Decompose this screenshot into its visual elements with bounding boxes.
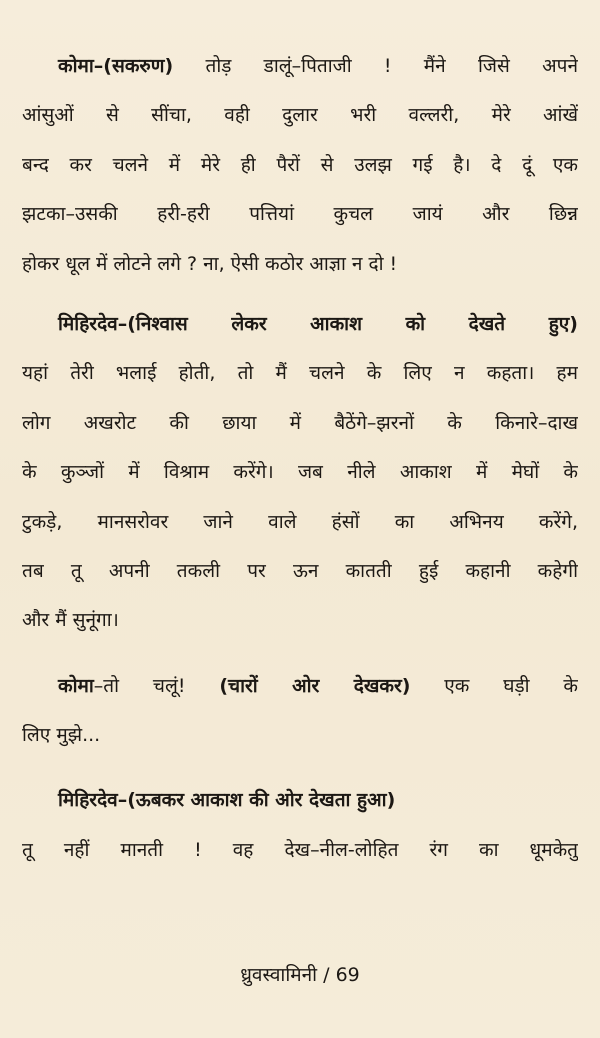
dialogue-line: तू नहीं मानती ! वह देख–नील-लोहित रंग का धूमकेतु: [22, 838, 578, 861]
dialogue-line: [22, 300, 578, 349]
dash: –: [117, 789, 128, 812]
speaker-name: मिहिरदेव: [58, 789, 118, 812]
stage-direction: (ऊबकर आकाश की ओर देखता हुआ): [127, 789, 396, 812]
dialogue-text: एक घड़ी के: [444, 674, 578, 697]
page-body: [22, 42, 578, 875]
dash: –: [117, 312, 128, 335]
dialogue-line: [22, 42, 578, 91]
dialogue-line: यहां तेरी भलाई होती, तो मैं चलने के लिए न कहता। हम: [22, 362, 578, 385]
dialogue-line: लिए मुझे...: [22, 724, 101, 747]
dialogue-text: तोड़ डालूं–पिताजी ! मैंने जिसे अपने: [205, 55, 578, 77]
dialogue-text: तो चलूं!: [103, 674, 186, 697]
dialogue-line: [22, 662, 578, 711]
dialogue-line: झटका–उसकी हरी-हरी पत्तियां कुचल जायं और छिन्न: [22, 203, 578, 226]
stage-direction: (सकरुण): [103, 55, 174, 77]
dialogue-line: तब तू अपनी तकली पर ऊन कातती हुई कहानी कहेगी: [22, 559, 578, 582]
stage-direction: (चारों ओर देखकर): [219, 674, 411, 697]
speaker-name: कोमा: [58, 674, 94, 697]
dash: –: [93, 674, 104, 697]
dialogue-line: बन्द कर चलने में मेरे ही पैरों से उलझ गई है। दे दूं एक: [22, 153, 578, 176]
dialogue-line: के कुञ्जों में विश्राम करेंगे। जब नीले आकाश में मेघों के: [22, 461, 578, 484]
dialogue-line: टुकड़े, मानसरोवर जाने वाले हंसों का अभिनय करेंगे,: [22, 510, 578, 533]
dash: –: [93, 55, 104, 77]
page-footer: ध्रुवस्वामिनी / 69: [240, 964, 360, 986]
dialogue-line: होकर धूल में लोटने लगे ? ना, ऐसी कठोर आज्ञा न दो !: [22, 252, 398, 275]
dialogue-line: और मैं सुनूंगा।: [22, 609, 119, 632]
speaker-name: कोमा: [58, 55, 94, 77]
dialogue-line: आंसुओं से सींचा, वही दुलार भरी वल्लरी, मेरे आंखें: [22, 104, 578, 127]
stage-direction: (निश्वास लेकर आकाश को देखते हुए): [127, 312, 578, 335]
dialogue-line: लोग अखरोट की छाया में बैठेंगे–झरनों के किनारे–दाख: [22, 411, 578, 434]
speaker-name: मिहिरदेव: [58, 312, 118, 335]
dialogue-line: [22, 776, 578, 825]
